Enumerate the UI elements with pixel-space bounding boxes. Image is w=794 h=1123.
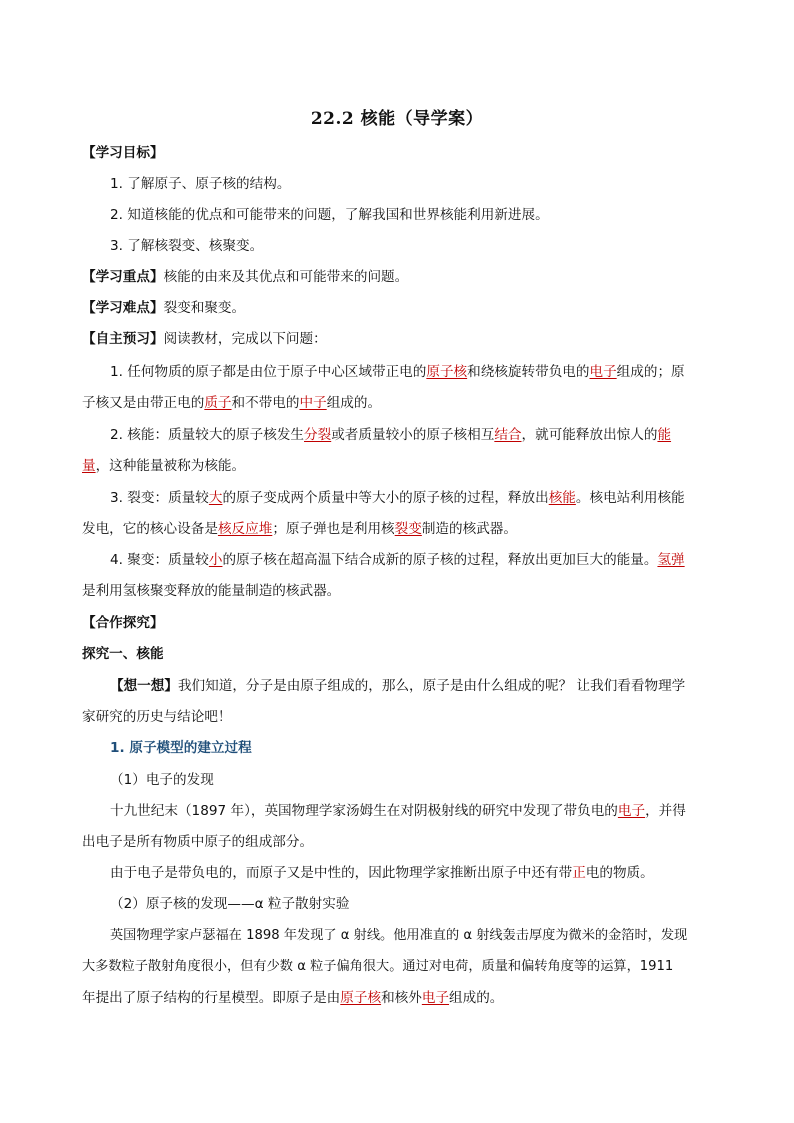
page-title: 22.2 核能（导学案） bbox=[310, 109, 484, 129]
think-label: 【想一想】 bbox=[110, 678, 178, 694]
key-point-text: 核能的由来及其优点和可能带来的问题。 bbox=[163, 269, 409, 285]
difficult-point-text: 裂变和聚变。 bbox=[163, 300, 246, 316]
answer-blank: 结合 bbox=[494, 427, 522, 443]
answer-text: 正 bbox=[572, 865, 586, 881]
goal-item-2: 2. 知道核能的优点和可能带来的问题，了解我国和世界核能利用新进展。 bbox=[110, 207, 549, 223]
answer-blank: 电子 bbox=[617, 803, 646, 819]
electron-para-line3: 由于电子是带负电的，而原子又是中性的，因此物理学家推断出原子中还有带正电的物质。 bbox=[110, 865, 654, 881]
preview-q2-line2: 量，这种能量被称为核能。 bbox=[82, 458, 246, 474]
explore1-title: 探究一、核能 bbox=[82, 646, 164, 662]
difficult-point-header: 【学习难点】 bbox=[82, 300, 164, 316]
answer-blank: 量 bbox=[82, 458, 96, 474]
preview-row bbox=[82, 328, 714, 350]
preview-q3-line2: 发电，它的核心设备是核反应堆；原子弹也是利用核裂变制造的核武器。 bbox=[82, 521, 517, 537]
goals-header: 【学习目标】 bbox=[82, 145, 164, 161]
nucleus-para-line1: 英国物理学家卢瑟福在 1898 年发现了 α 射线。他用准直的 α 射线轰击厚度为微米的金箔时，发现 bbox=[110, 928, 688, 943]
preview-q2-line1: 2. 核能：质量较大的原子核发生分裂或者质量较小的原子核相互结合，就可能释放出惊人的能 bbox=[110, 427, 672, 443]
answer-blank: 裂变 bbox=[394, 521, 422, 537]
answer-blank: 能 bbox=[657, 427, 672, 443]
answer-blank: 原子核 bbox=[340, 990, 382, 1006]
answer-blank: 电子 bbox=[421, 990, 450, 1006]
preview-q4-line1: 4. 聚变：质量较小的原子核在超高温下结合成新的原子核的过程，释放出更加巨大的能量。氢弹 bbox=[110, 552, 685, 568]
answer-blank: 核能 bbox=[548, 490, 576, 506]
answer-blank: 小 bbox=[208, 552, 223, 568]
think-line2: 家研究的历史与结论吧！ bbox=[82, 709, 232, 725]
preview-text: 阅读教材，完成以下问题： bbox=[163, 331, 327, 347]
preview-q1-line1: 1. 任何物质的原子都是由位于原子中心区域带正电的原子核和绕核旋转带负电的电子组成的；原 bbox=[110, 364, 685, 380]
preview-header: 【自主预习】 bbox=[82, 331, 164, 347]
answer-blank: 氢弹 bbox=[657, 552, 685, 568]
difficult-point-row bbox=[82, 297, 714, 319]
key-point-row bbox=[82, 266, 714, 288]
nucleus-para-line2: 大多数粒子散射角度很小，但有少数 α 粒子偏角很大。通过对电荷，质量和偏转角度等的运算，1911 bbox=[82, 959, 674, 974]
subheading-atom-model: 1. 原子模型的建立过程 bbox=[110, 740, 252, 756]
answer-blank: 中子 bbox=[299, 395, 327, 411]
preview-q3-line1: 3. 裂变：质量较大的原子变成两个质量中等大小的原子核的过程，释放出核能。核电站利用核能 bbox=[110, 490, 685, 506]
nucleus-discovery-title: （2）原子核的发现——α 粒子散射实验 bbox=[110, 896, 350, 912]
goal-item-1: 1. 了解原子、原子核的结构。 bbox=[110, 176, 291, 192]
answer-blank: 原子核 bbox=[426, 364, 468, 380]
preview-q1-line2: 子核又是由带正电的质子和不带电的中子组成的。 bbox=[82, 395, 382, 411]
answer-blank: 大 bbox=[208, 490, 223, 506]
preview-q4-line2: 是利用氢核聚变释放的能量制造的核武器。 bbox=[82, 583, 341, 599]
goal-item-3: 3. 了解核裂变、核聚变。 bbox=[110, 238, 264, 254]
think-line1: 【想一想】我们知道，分子是由原子组成的，那么，原子是由什么组成的呢？ 让我们看看物理学 bbox=[110, 678, 686, 694]
answer-blank: 分裂 bbox=[304, 427, 332, 443]
answer-blank: 电子 bbox=[589, 364, 617, 380]
answer-blank: 核反应堆 bbox=[217, 521, 273, 537]
coop-header: 【合作探究】 bbox=[82, 615, 164, 631]
electron-para-line2: 出电子是所有物质中原子的组成部分。 bbox=[82, 834, 314, 850]
answer-blank: 质子 bbox=[204, 395, 232, 411]
key-point-header: 【学习重点】 bbox=[82, 269, 164, 285]
nucleus-para-line3: 年提出了原子结构的行星模型。即原子是由原子核和核外电子组成的。 bbox=[82, 990, 504, 1006]
electron-discovery-title: （1）电子的发现 bbox=[110, 772, 214, 788]
electron-para-line1: 十九世纪末（1897 年），英国物理学家汤姆生在对阴极射线的研究中发现了带负电的电子，并得 bbox=[110, 803, 686, 819]
